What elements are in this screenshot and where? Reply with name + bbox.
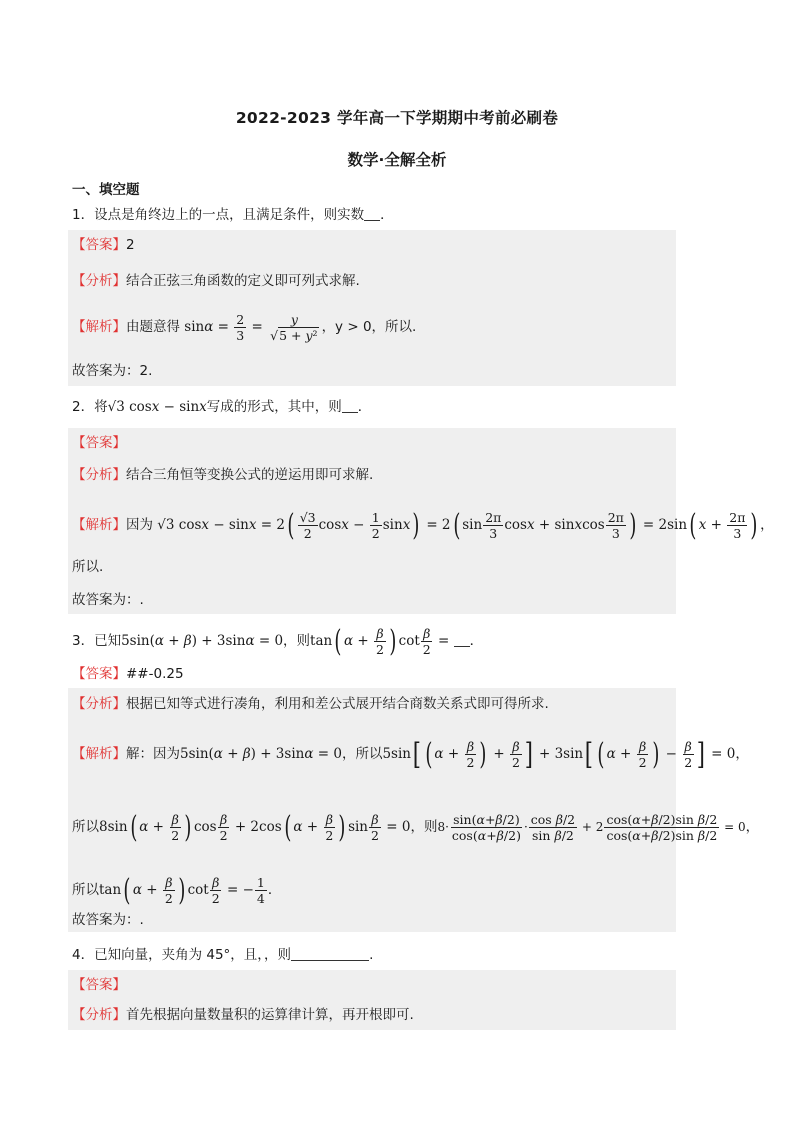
solution-tag: 【解析】	[72, 517, 126, 533]
question-1-answer	[72, 235, 135, 255]
section-heading: 一、填空题	[72, 182, 140, 198]
solution-tag: 【解析】	[72, 319, 126, 335]
analysis-text: 首先根据向量数量积的运算律计算，再开根即可.	[126, 1007, 414, 1023]
punctuation: ．	[357, 399, 372, 415]
formula: 8sin( α + $\frac{\beta}{2}$ ) cos $\frac{\beta}{2}$ + 2cos( α + $\frac{\beta}{2}$ ) sin $\frac{\beta}{2}$ = 0	[99, 809, 411, 845]
question-3-line3	[72, 872, 282, 908]
solution-text: ，所以	[341, 746, 383, 762]
formula: 5sin(α + β) + 3sinα = 0	[180, 746, 342, 762]
question-3-final: 故答案为：.	[72, 912, 144, 928]
answer-tag: 【答案】	[72, 435, 126, 451]
question-3-text: 3．已知	[72, 633, 122, 649]
solution-text: ，	[745, 819, 760, 835]
question-2-solution	[72, 507, 774, 543]
analysis-text: 结合正弦三角函数的定义即可列式求解.	[126, 273, 360, 289]
punctuation: ．	[380, 207, 394, 223]
question-2-text: 2．将	[72, 399, 108, 415]
formula: √3 cosx − sinx = 2( $\frac{√3}{2}$ cosx − $\frac{1}{2}$ sinx) = 2( sin $\frac{2\pi}{3}$ cosx + sinxcos $\frac{2\pi}{3}$ ) = 2sin( x + $\frac{2\pi}{3}$ )	[157, 507, 758, 543]
answer-blank	[454, 632, 470, 647]
formula: tan( α + $\frac{\beta}{2}$ ) cot $\frac{\beta}{2}$ =	[310, 623, 454, 659]
answer-blank	[291, 946, 369, 961]
question-4-answer	[72, 975, 126, 995]
solution-tag: 【解析】	[72, 746, 126, 762]
answer-tag: 【答案】	[72, 237, 126, 253]
analysis-tag: 【分析】	[72, 696, 126, 712]
question-2-stem	[72, 397, 371, 417]
question-2-final: 故答案为：.	[72, 592, 144, 608]
question-2-answer	[72, 433, 126, 453]
solution-text: 解：因为	[126, 746, 180, 762]
question-4-analysis	[72, 1005, 414, 1025]
solution-text: ，y > 0，所以.	[321, 319, 417, 335]
answer-value: ##-0.25	[126, 666, 184, 682]
question-2-line2: 所以.	[72, 559, 104, 575]
formula: √3 cosx − sinx	[107, 399, 207, 415]
question-1-text: 1．设点是角终边上的一点，且满足条件，则实数	[72, 207, 365, 223]
analysis-text: 结合三角恒等变换公式的逆运用即可求解.	[126, 467, 374, 483]
question-1-final: 故答案为：2.	[72, 363, 153, 379]
question-3-text: ，则	[283, 633, 311, 649]
question-3-answer	[72, 664, 184, 684]
question-3-stem	[72, 623, 484, 659]
answer-value: 2	[126, 237, 135, 253]
formula: tan( α + $\frac{\beta}{2}$ ) cot $\frac{\beta}{2}$ = − $\frac{1}{4}$	[99, 872, 265, 908]
formula: sinα = $\frac{2}{3}$ = $\frac{y}{\text{√5 + y²}}$	[184, 312, 318, 343]
question-2-text: 写成的形式，其中，则	[206, 399, 342, 415]
solution-text: ，	[760, 517, 774, 533]
formula: 8· $\frac{\sin(\alpha+\beta/2)}{\cos(\alpha+\beta/2)}$ · $\frac{\text{cos β/2}}{\text{sin β/2}}$ + 2 $\frac{\text{cos(α+β/2)sin β/2}}{\text{cos(α+β/2)sin β/2}}$ = 0	[437, 812, 746, 843]
answer-blank	[364, 206, 380, 221]
page-title: 2022-2023 学年高一下学期期中考前必刷卷	[235, 109, 559, 127]
question-3-solution	[72, 736, 749, 772]
question-4-text: 4．已知向量，夹角为 45°，且，，则	[72, 947, 292, 963]
solution-text: 因为	[126, 517, 153, 533]
punctuation: .	[369, 947, 374, 963]
answer-blank	[342, 398, 358, 413]
question-3-analysis	[72, 694, 549, 714]
analysis-text: 根据已知等式进行凑角，利用和差公式展开结合商数关系式即可得所求.	[126, 696, 549, 712]
question-1-analysis	[72, 271, 360, 291]
answer-tag: 【答案】	[72, 666, 126, 682]
punctuation: ．	[469, 633, 484, 649]
page-subtitle: 数学·全解全析	[347, 151, 447, 169]
question-1-solution	[72, 312, 416, 343]
solution-text: 所以	[72, 819, 99, 835]
analysis-tag: 【分析】	[72, 1007, 126, 1023]
answer-tag: 【答案】	[72, 977, 126, 993]
solution-text: ，则	[410, 819, 438, 835]
question-1-solution-box	[68, 230, 676, 386]
question-1-stem	[72, 205, 394, 225]
solution-text: 所以	[72, 882, 99, 898]
solution-text: ．	[267, 882, 282, 898]
analysis-tag: 【分析】	[72, 273, 126, 289]
question-2-analysis	[72, 465, 373, 485]
formula: 5sin(α + β) + 3sinα = 0	[121, 633, 284, 649]
question-4-stem	[72, 945, 373, 965]
solution-text: ，	[735, 746, 749, 762]
question-3-line2	[72, 809, 760, 845]
formula: 5sin[ ( α + $\frac{\beta}{2}$ ) + $\frac{\beta}{2}$ ] + 3sin[ ( α + $\frac{\beta}{2}$ ) − $\frac{\beta}{2}$ ] = 0	[382, 736, 736, 772]
analysis-tag: 【分析】	[72, 467, 126, 483]
solution-text: 由题意得	[126, 319, 180, 335]
